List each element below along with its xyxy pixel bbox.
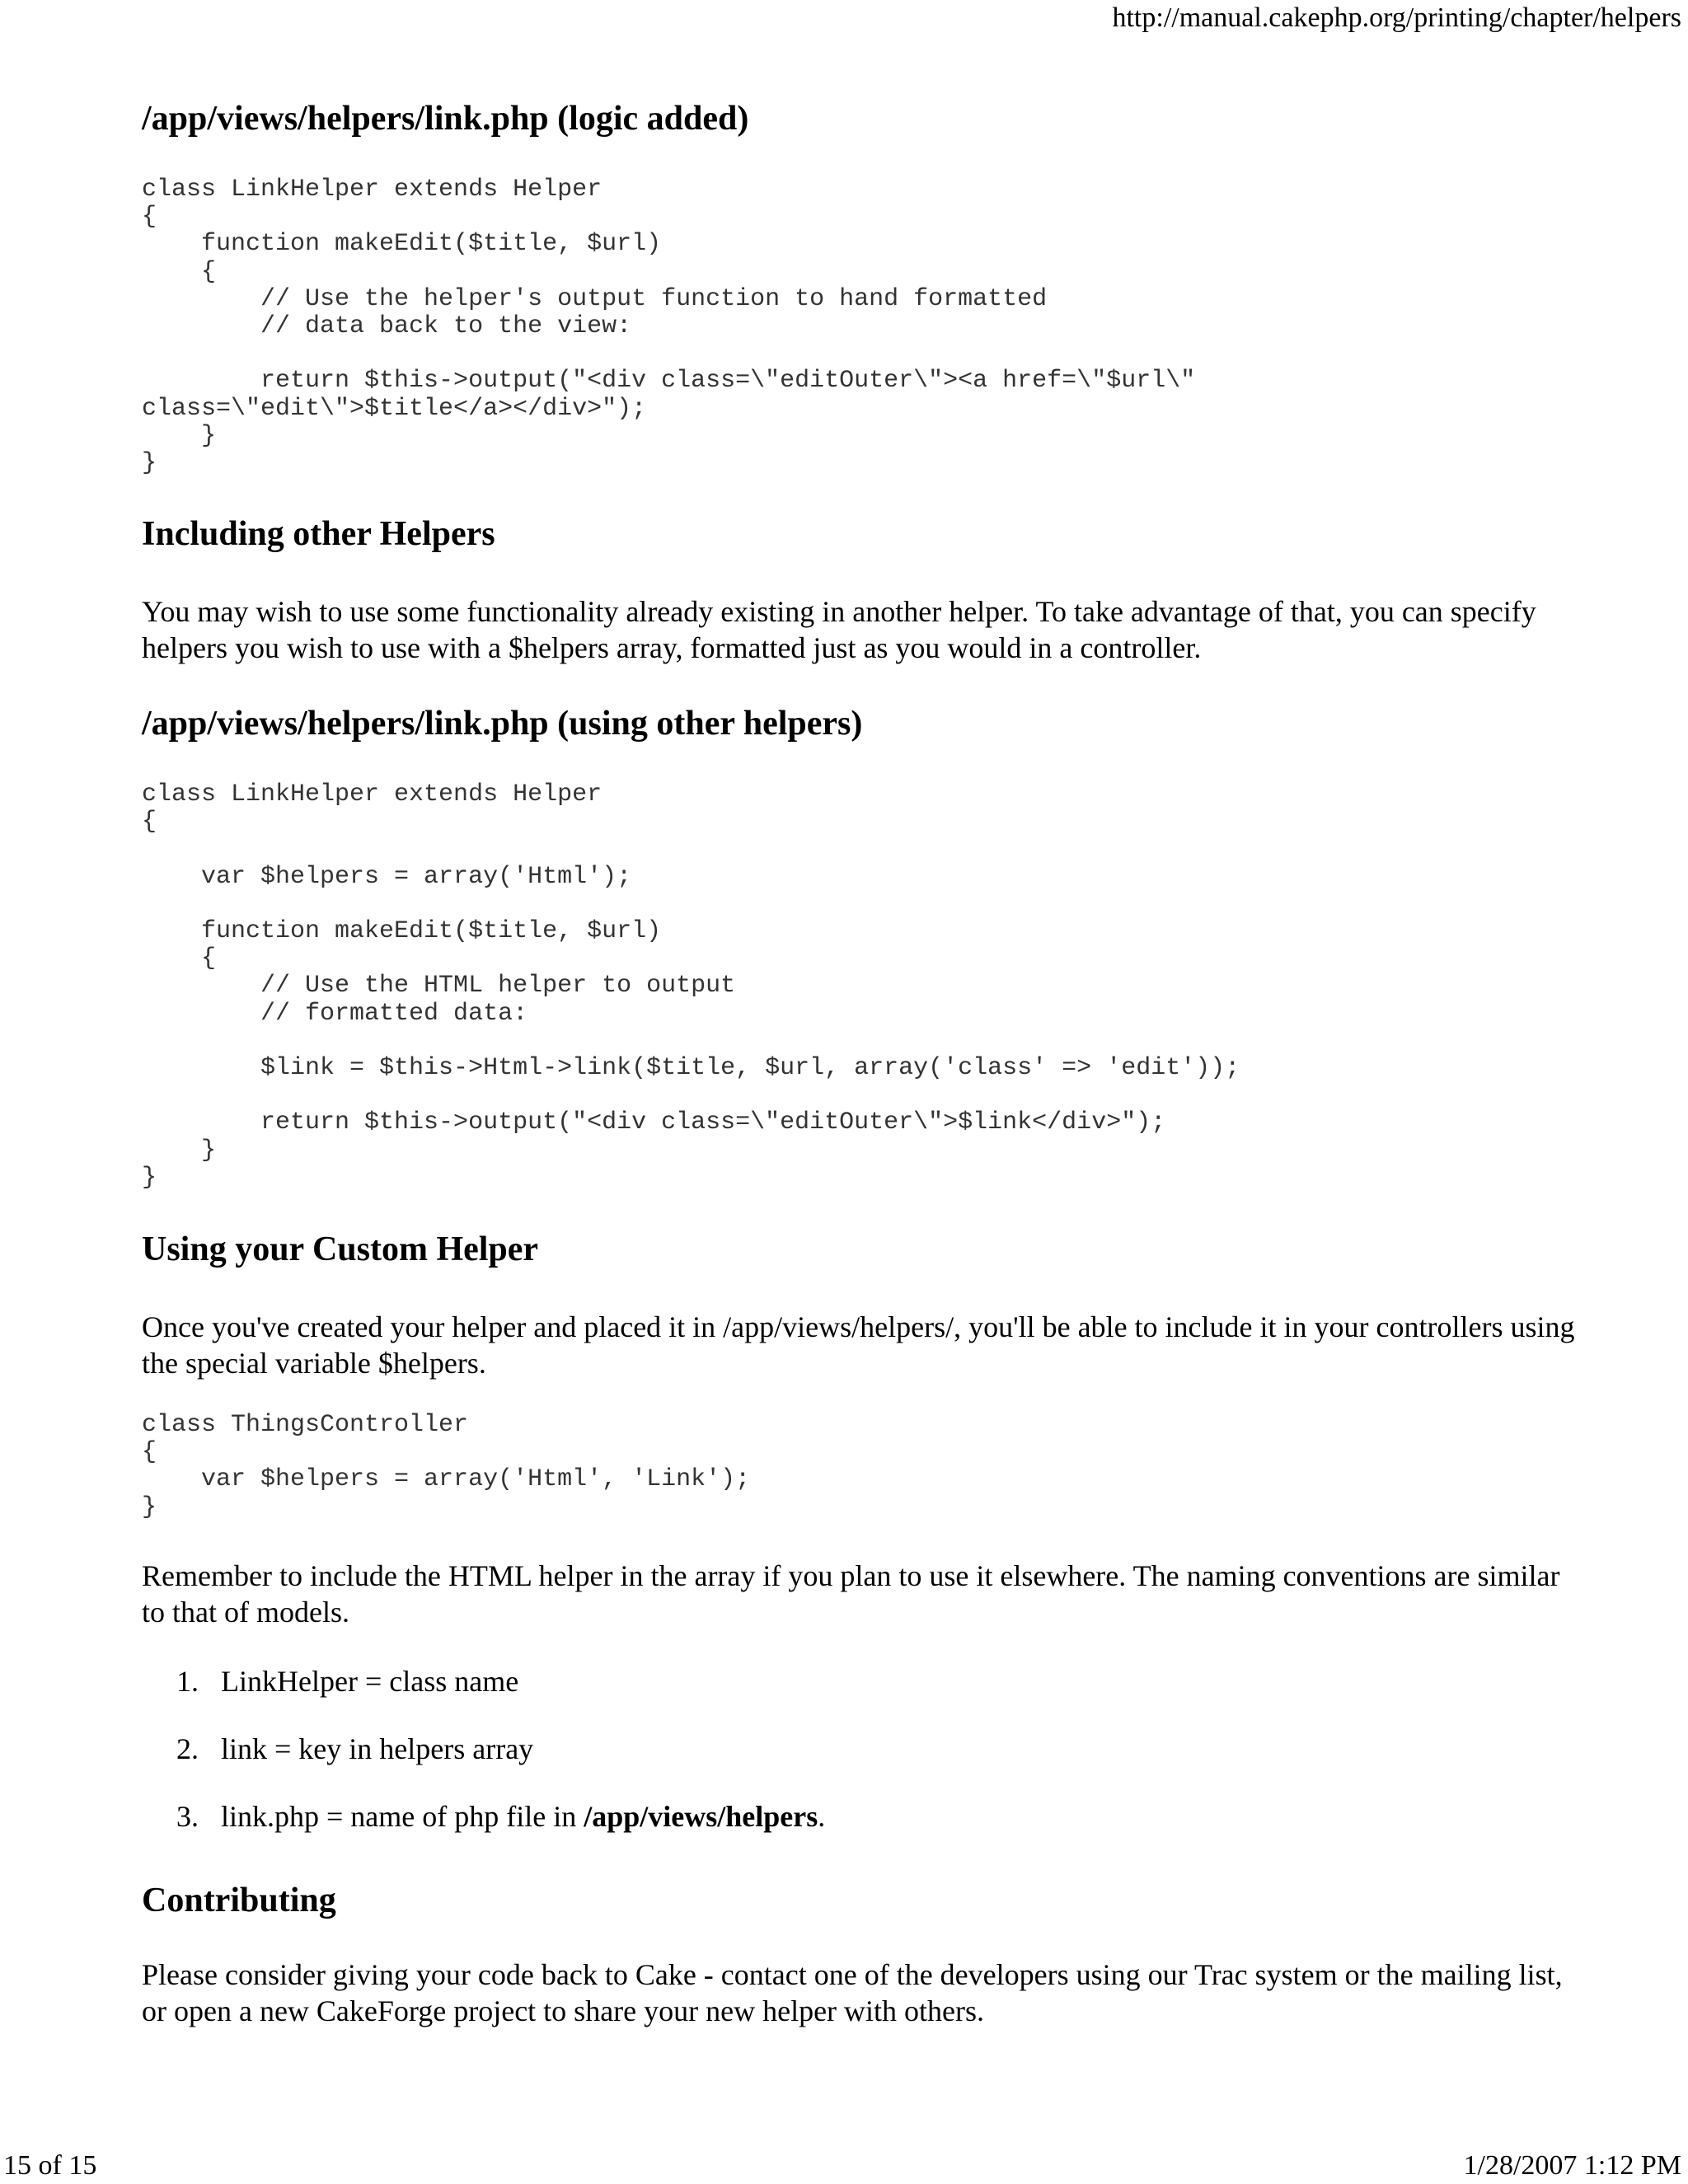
code-block-things-controller: class ThingsController { var $helpers = array('Html', 'Link'); } (142, 1411, 751, 1521)
list-item-text: link = key in helpers array (221, 1732, 534, 1765)
list-item-number: 3. (176, 1800, 199, 1833)
heading-using-custom-helper: Using your Custom Helper (142, 1230, 539, 1268)
heading-logic-added: /app/views/helpers/link.php (logic added) (142, 100, 749, 138)
list-item (142, 1731, 825, 1767)
list-item-text: LinkHelper = class name (221, 1665, 519, 1698)
list-item-text: link.php = name of php file in (221, 1800, 584, 1833)
list-item-number: 2. (176, 1732, 199, 1765)
page-url-header: http://manual.cakephp.org/printing/chapter/helpers (1112, 2, 1681, 33)
paragraph-including-other-helpers: You may wish to use some functionality already existing in another helper. To take advantage of that, you can specify helpers you wish to use with a $helpers array, formatted just as you would in a controller. (142, 595, 1536, 664)
list-item (142, 1798, 825, 1835)
heading-contributing: Contributing (142, 1882, 336, 1919)
list-item-text-end: . (818, 1800, 826, 1833)
code-block-using-other-helpers: class LinkHelper extends Helper { var $helpers = array('Html'); function makeEdit($title, $url) { // Use the HTML helper to output // formatted data: $link = $this->Html->link($title, $url, array('class' => 'edit')); return $this->output("<div class=\"editOuter\">$link</div>"); } } (142, 780, 1240, 1192)
list-item-path-bold: /app/views/helpers (584, 1800, 818, 1833)
page-number-footer: 15 of 15 (3, 2150, 97, 2181)
heading-using-other-helpers: /app/views/helpers/link.php (using other helpers) (142, 705, 863, 743)
paragraph-remember: Remember to include the HTML helper in the array if you plan to use it elsewhere. The naming conventions are similar to that of models. (142, 1559, 1560, 1629)
heading-including-other-helpers: Including other Helpers (142, 515, 495, 553)
naming-conventions-list (142, 1663, 825, 1866)
print-datetime-footer: 1/28/2007 1:12 PM (1463, 2150, 1681, 2181)
code-block-logic-added: class LinkHelper extends Helper { function makeEdit($title, $url) { // Use the helper's output function to hand formatted // data back to the view: return $this->output("<div class=\"editOuter\"><a href=\"$url\" class=\"edit\">$title</a></div>"); } } (142, 176, 1196, 478)
paragraph-using-custom-helper: Once you've created your helper and placed it in /app/views/helpers/, you'll be able to include it in your controllers using the special variable $helpers. (142, 1310, 1575, 1380)
list-item-number: 1. (176, 1665, 199, 1698)
list-item (142, 1663, 825, 1699)
paragraph-contributing: Please consider giving your code back to Cake - contact one of the developers using our Trac system or the mailing list, or open a new CakeForge project to share your new helper with others. (142, 1958, 1563, 2027)
